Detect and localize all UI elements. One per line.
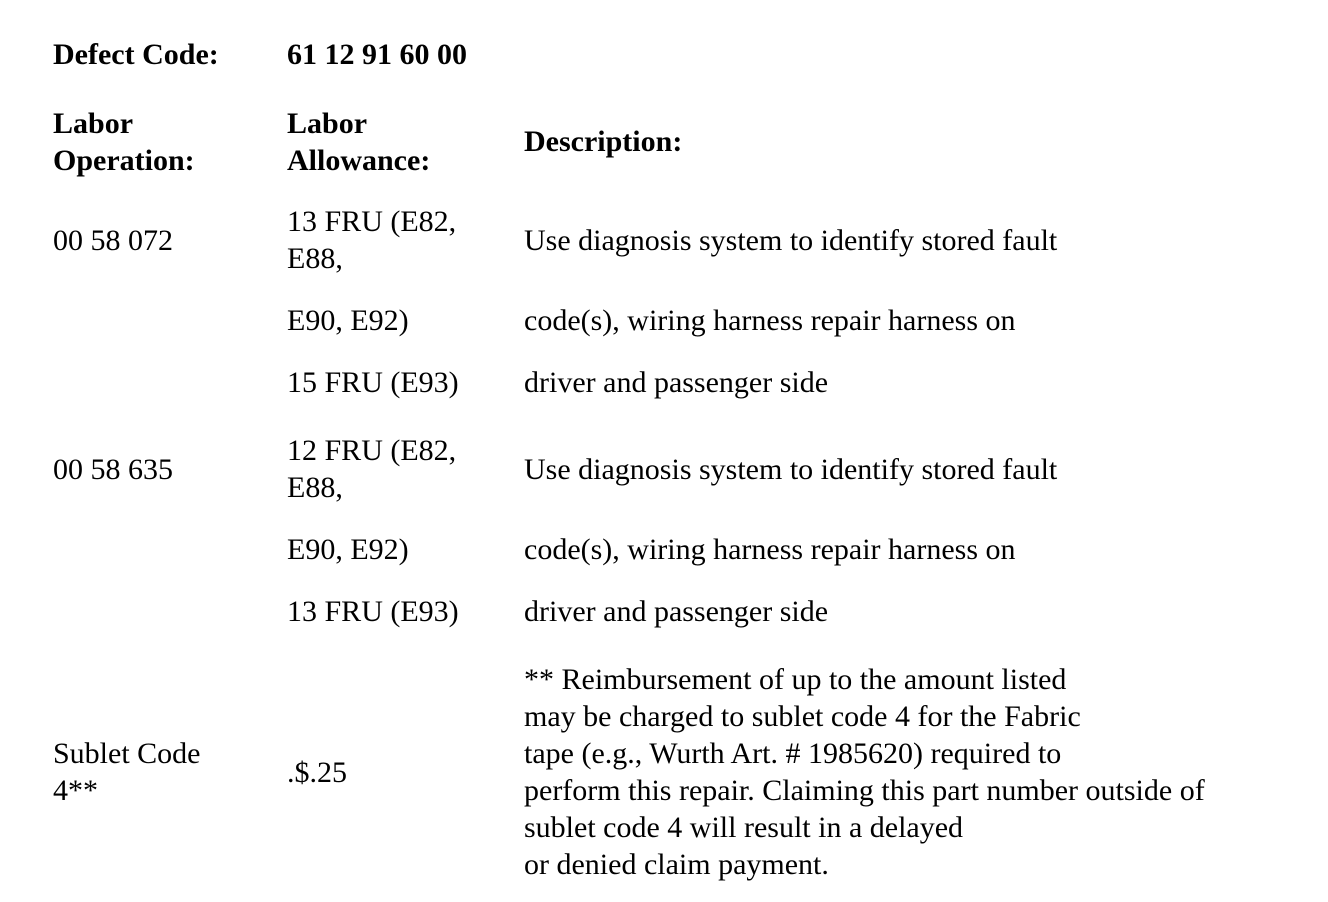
sublet-description-line: ** Reimbursement of up to the amount listed: [524, 663, 1067, 696]
labor-allowance-line: E90, E92): [287, 533, 409, 566]
sublet-description-line: sublet code 4 will result in a delayed: [524, 811, 964, 844]
labor-allowance-header-line2: Allowance:: [287, 144, 431, 177]
sublet-description-line: tape (e.g., Wurth Art. # 1985620) required to: [524, 737, 1062, 770]
sublet-description-line: or denied claim payment.: [524, 848, 829, 881]
description-line: Use diagnosis system to identify stored fault: [524, 224, 1058, 257]
labor-operation-code: 00 58 635: [53, 453, 173, 486]
sublet-allowance: .$.25: [287, 756, 347, 789]
description-line: driver and passenger side: [524, 366, 829, 399]
labor-allowance-line: 15 FRU (E93): [287, 366, 459, 399]
labor-allowance-header-line1: Labor: [287, 107, 368, 140]
description-header: Description:: [524, 125, 683, 158]
labor-allowance-line: E90, E92): [287, 304, 409, 337]
labor-operation-code: 00 58 072: [53, 224, 173, 257]
sublet-description: [524, 661, 1205, 883]
description-line: Use diagnosis system to identify stored fault: [524, 453, 1058, 486]
labor-allowance-line: 13 FRU (E93): [287, 595, 459, 628]
description-line: driver and passenger side: [524, 595, 829, 628]
description-line: code(s), wiring harness repair harness on: [524, 304, 1016, 337]
labor-allowance-line: 13 FRU (E82,: [287, 205, 457, 238]
defect-code-label: Defect Code:: [53, 38, 219, 71]
labor-allowance-line: E88,: [287, 242, 343, 275]
defect-code-value: 61 12 91 60 00: [287, 38, 467, 71]
sublet-code-line2: 4**: [53, 774, 98, 807]
description-line: code(s), wiring harness repair harness on: [524, 533, 1016, 566]
labor-allowance-line: 12 FRU (E82,: [287, 434, 457, 467]
sublet-description-line: may be charged to sublet code 4 for the Fabric: [524, 700, 1081, 733]
labor-allowance-line: E88,: [287, 471, 343, 504]
sublet-code-line1: Sublet Code: [53, 737, 201, 770]
labor-operation-header-line2: Operation:: [53, 144, 195, 177]
labor-operation-header-line1: Labor: [53, 107, 134, 140]
sublet-description-line: perform this repair. Claiming this part number outside of: [524, 774, 1205, 807]
